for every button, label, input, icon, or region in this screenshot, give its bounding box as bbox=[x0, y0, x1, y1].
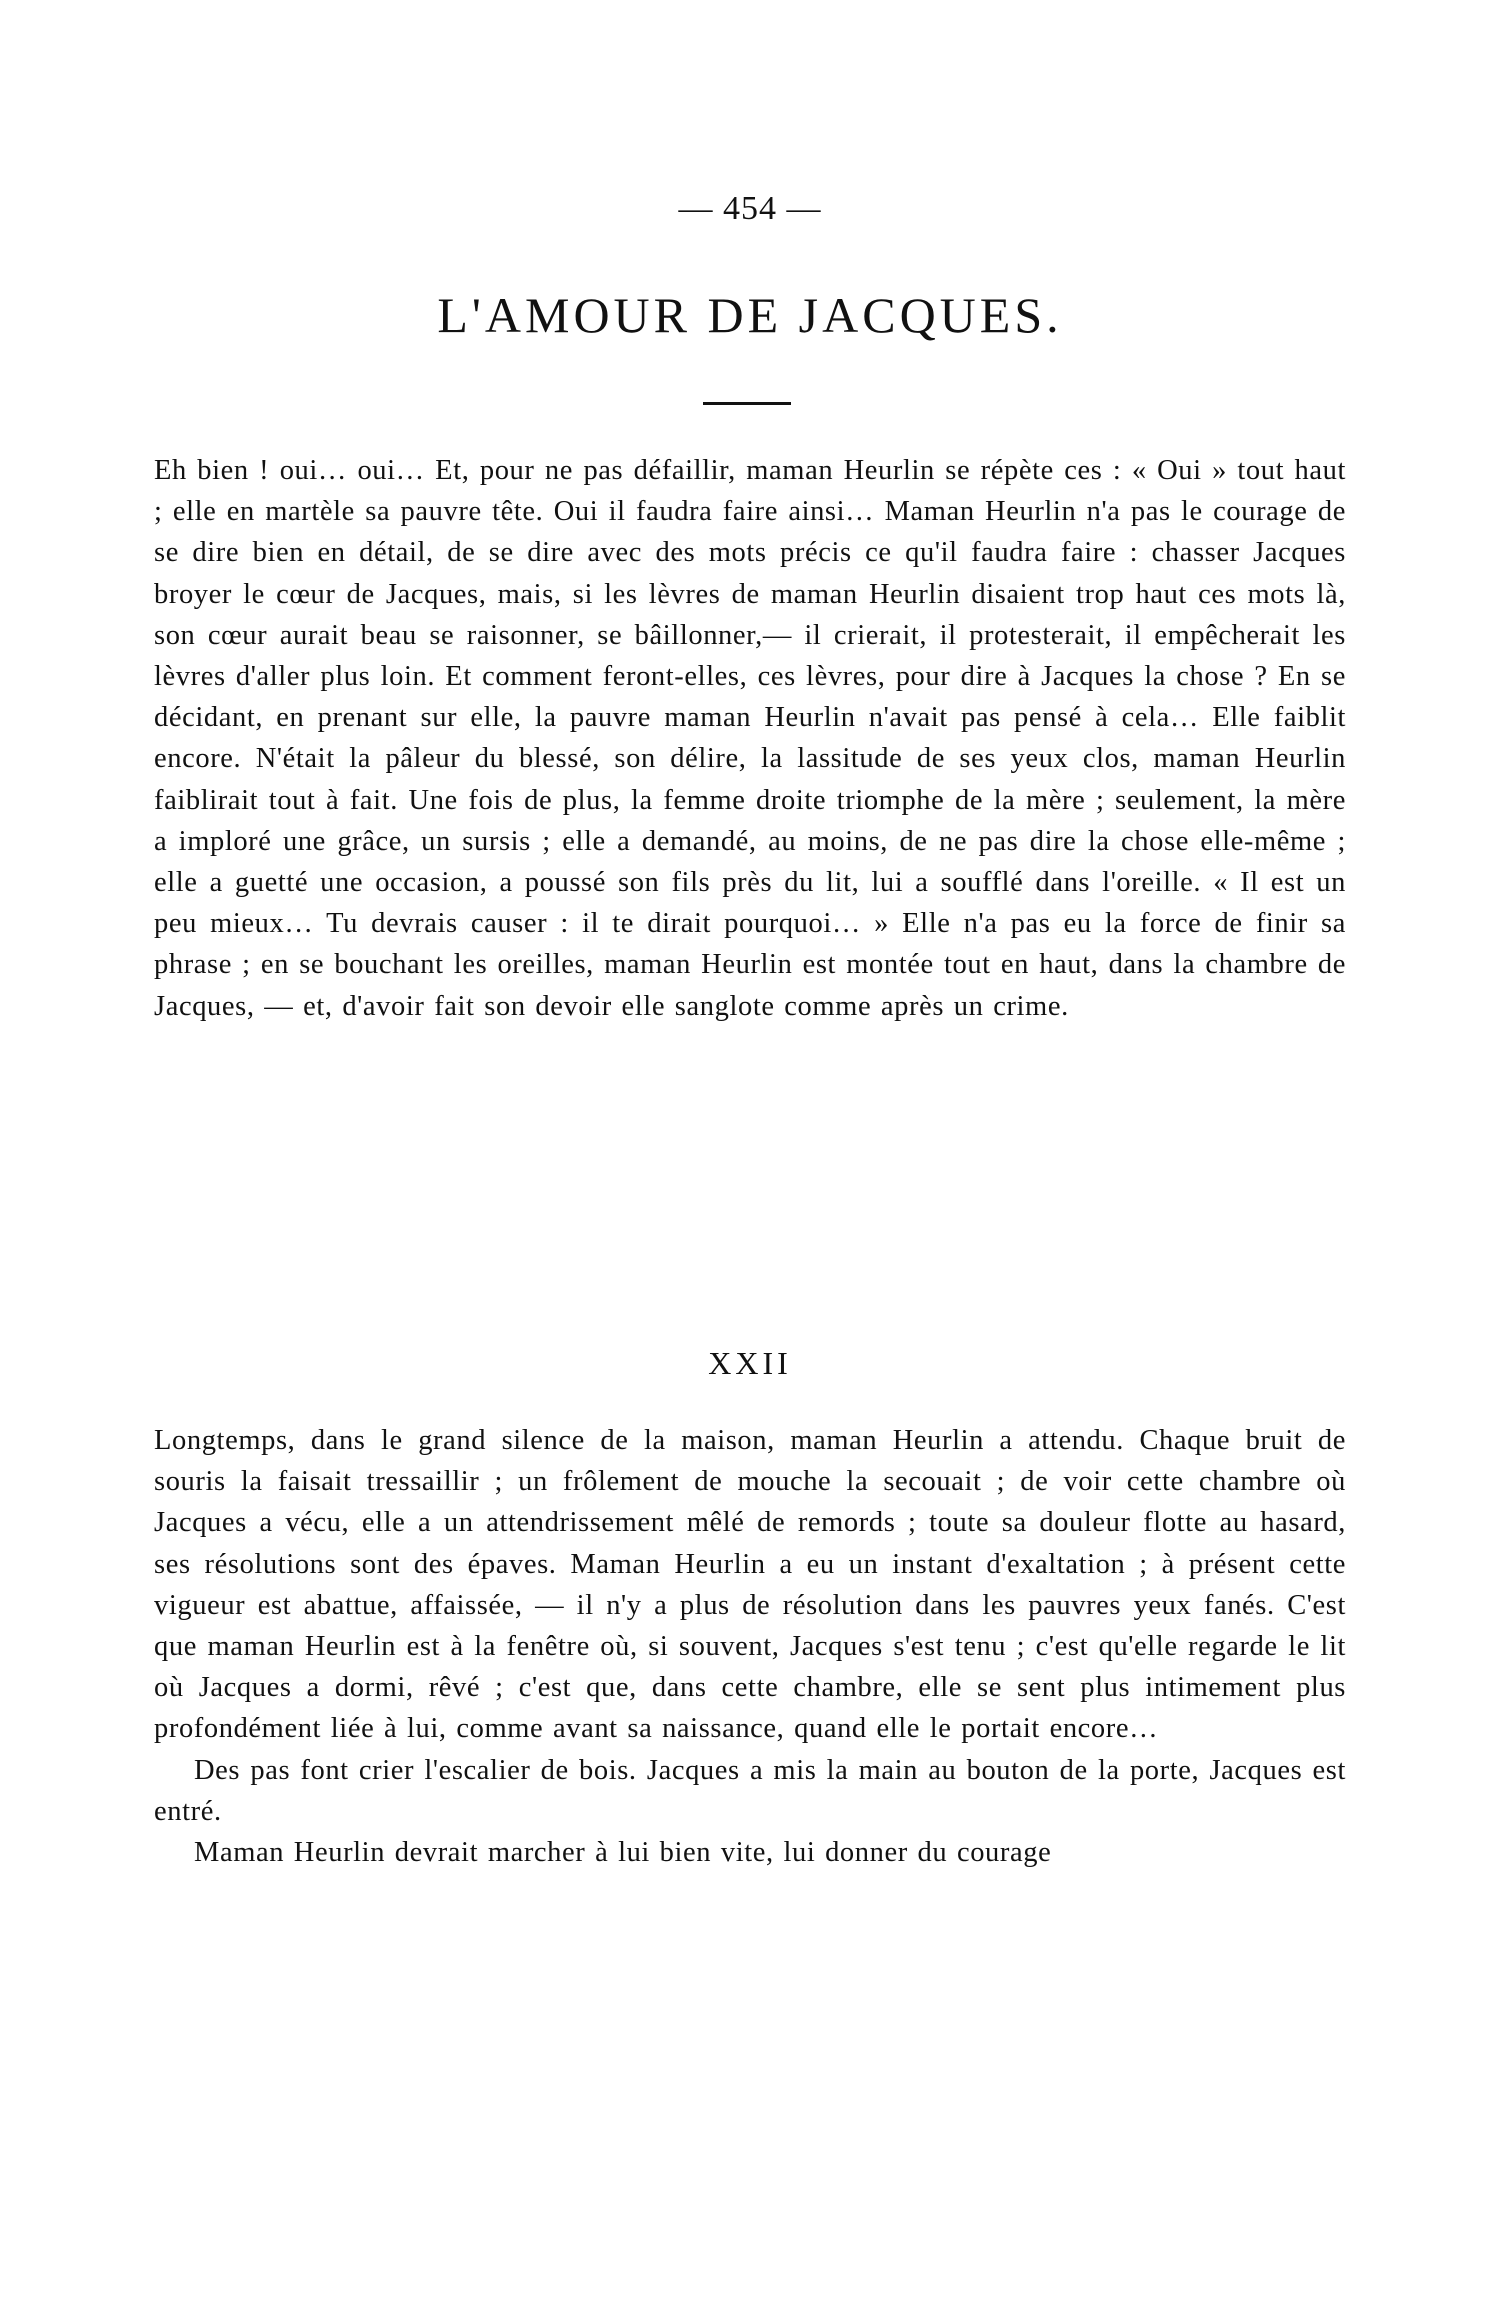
section-heading: XXII bbox=[708, 1345, 792, 1381]
text-block-after-section bbox=[154, 1420, 1346, 1873]
paragraph: Longtemps, dans le grand silence de la maison, maman Heurlin a attendu. Chaque bruit de souris la faisait tressaillir ; un frôlement de mouche la secouait ; de voir cette chambre où Jacques a vécu, elle a un attendrissement mêlé de remords ; toute sa douleur flotte au hasard, ses résolutions sont des épaves. Maman Heurlin a eu un instant d'exaltation ; à présent cette vigueur est abattue, affaissée, — il n'y a plus de résolution dans les pauvres yeux fanés. C'est que maman Heurlin est à la fenêtre où, si souvent, Jacques s'est tenu ; c'est qu'elle regarde le lit où Jacques a dormi, rêvé ; c'est que, dans cette chambre, elle se sent plus intimement plus profondément liée à lui, comme avant sa naissance, quand elle le portait encore… bbox=[154, 1425, 1346, 1745]
paragraph: Des pas font crier l'escalier de bois. Jacques a mis la main au bouton de la porte, Jacques est entré. bbox=[154, 1754, 1346, 1827]
title-divider bbox=[703, 402, 791, 405]
paragraph: Eh bien ! oui… oui… Et, pour ne pas défaillir, maman Heurlin se répète ces : « Oui » tout haut ; elle en martèle sa pauvre tête. Oui il faudra faire ainsi… Maman Heurlin n'a pas le courage de se dire bien en détail, de se dire avec des mots précis ce qu'il faudra faire : chasser Jacques broyer le cœur de Jacques, mais, si les lèvres de maman Heurlin disaient trop haut ces mots là, son cœur aurait beau se raisonner, se bâillonner,— il crierait, il protesterait, il empêcherait les lèvres d'aller plus loin. Et comment feront-elles, ces lèvres, pour dire à Jacques la chose ? En se décidant, en prenant sur elle, la pauvre maman Heurlin n'avait pas pensé à cela… Elle faiblit encore. N'était la pâleur du blessé, son délire, la lassitude de ses yeux clos, maman Heurlin faiblirait tout à fait. Une fois de plus, la femme droite triomphe de la mère ; seulement, la mère a imploré une grâce, un sursis ; elle a demandé, au moins, de ne pas dire la chose elle-même ; elle a guetté une occasion, a poussé son fils près du lit, lui a soufflé dans l'oreille. « Il est un peu mieux… Tu devrais causer : il te dirait pourquoi… » Elle n'a pas eu la force de finir sa phrase ; en se bouchant les oreilles, maman Heurlin est montée tout en haut, dans la chambre de Jacques, — et, d'avoir fait son devoir elle sanglote comme après un crime. bbox=[154, 455, 1346, 1022]
text-block-before-section bbox=[154, 450, 1346, 1027]
chapter-title: L'AMOUR DE JACQUES. bbox=[437, 287, 1063, 343]
paragraph: Maman Heurlin devrait marcher à lui bien vite, lui donner du courage bbox=[194, 1837, 1052, 1869]
page-number: — 454 — bbox=[678, 190, 822, 227]
